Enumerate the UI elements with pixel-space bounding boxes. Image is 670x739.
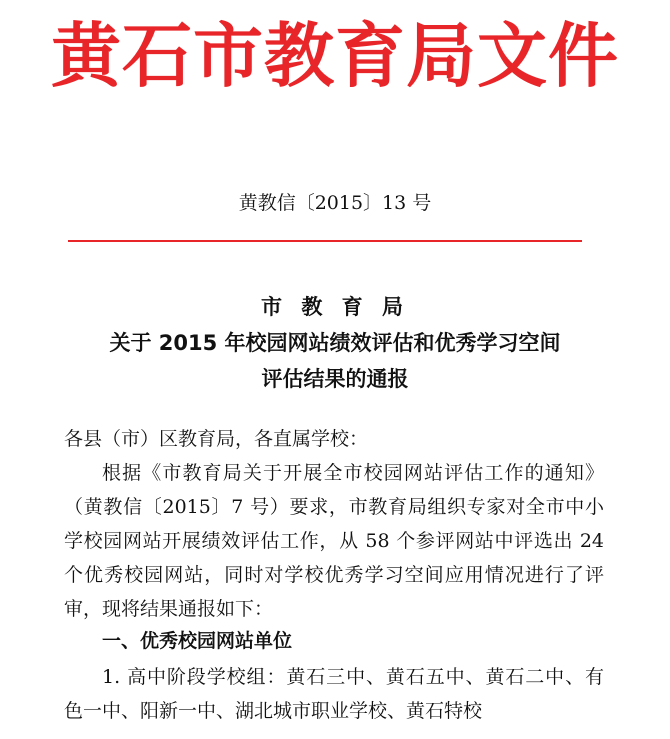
paragraph-line: 学校园网站开展绩效评估工作，从 58 个参评网站中评选出 24 xyxy=(64,530,604,552)
document-title-line-1: 市 教 育 局 xyxy=(261,295,409,319)
paragraph-line: （黄教信〔2015〕7 号）要求，市教育局组织专家对全市中小 xyxy=(64,496,604,518)
document-header-title: 黄石市教育局文件 xyxy=(51,15,619,97)
paragraph-line: 审，现将结果通报如下： xyxy=(64,598,274,620)
document-title-line-3: 评估结果的通报 xyxy=(261,367,409,391)
paragraph-line: 根据《市教育局关于开展全市校园网站评估工作的通知》 xyxy=(102,462,604,484)
list-item-line: 1. 高中阶段学校组：黄石三中、黄石五中、黄石二中、有 xyxy=(102,666,604,688)
document-title-line-2: 关于 2015 年校园网站绩效评估和优秀学习空间 xyxy=(109,331,561,355)
document-number: 黄教信〔2015〕13 号 xyxy=(238,192,432,214)
list-item-line: 色一中、阳新一中、湖北城市职业学校、黄石特校 xyxy=(64,700,483,722)
addressee-line: 各县（市）区教育局，各直属学校： xyxy=(64,428,369,450)
header-divider xyxy=(68,240,582,242)
paragraph-line: 个优秀校园网站，同时对学校优秀学习空间应用情况进行了评 xyxy=(64,564,604,586)
section-heading: 一、优秀校园网站单位 xyxy=(102,630,293,652)
